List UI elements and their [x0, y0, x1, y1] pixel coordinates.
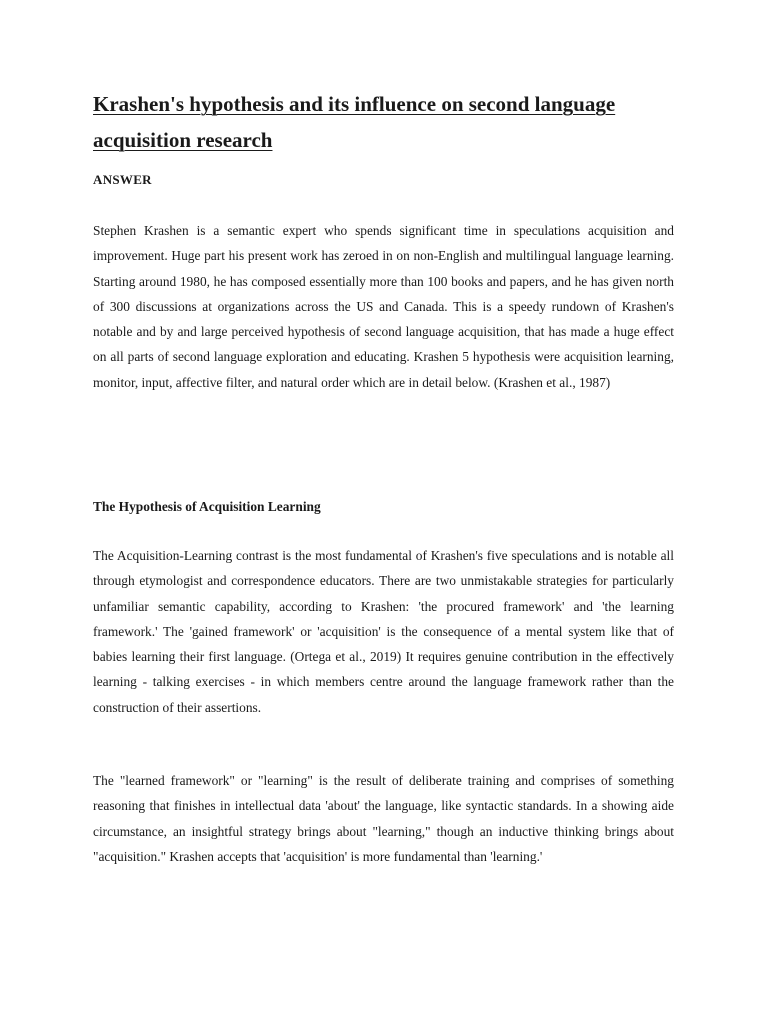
learning-paragraph: The "learned framework" or "learning" is the result of deliberate training and comprises of something reasoning that finishes in intellectual data 'about' the language, like syntactic standards. In a showing aide circumstance, an insightful strategy brings about "learning," though an inductive thinking brings about "acquisition." Krashen accepts that 'acquisition' is more fundamental than 'learning.'	[93, 773, 674, 864]
section-heading: The Hypothesis of Acquisition Learning	[93, 499, 321, 514]
acquisition-paragraph: The Acquisition-Learning contrast is the most fundamental of Krashen's five speculations and is notable all through etymologist and correspondence educators. There are two unmistakable strategies for particularly unfamiliar semantic capability, according to Krashen: 'the procured framework' and 'the learning framework.' The 'gained framework' or 'acquisition' is the consequence of a mental system like that of babies learning their first language. (Ortega et al., 2019) It requires genuine contribution in the effectively learning - talking exercises - in which members centre around the language framework rather than the construction of their assertions.	[93, 548, 674, 715]
intro-paragraph: Stephen Krashen is a semantic expert who spends significant time in speculations acquisition and improvement. Huge part his present work has zeroed in on non-English and multilingual language learning. Starting around 1980, he has composed essentially more than 100 books and papers, and he has given north of 300 discussions at organizations across the US and Canada. This is a speedy rundown of Krashen's notable and by and large perceived hypothesis of second language acquisition, that has made a huge effect on all parts of second language exploration and educating. Krashen 5 hypothesis were acquisition learning, monitor, input, affective filter, and natural order which are in detail below. (Krashen et al., 1987)	[93, 223, 674, 390]
answer-label: ANSWER	[93, 172, 152, 187]
document-title: Krashen's hypothesis and its influence on second language acquisition research	[93, 92, 616, 152]
